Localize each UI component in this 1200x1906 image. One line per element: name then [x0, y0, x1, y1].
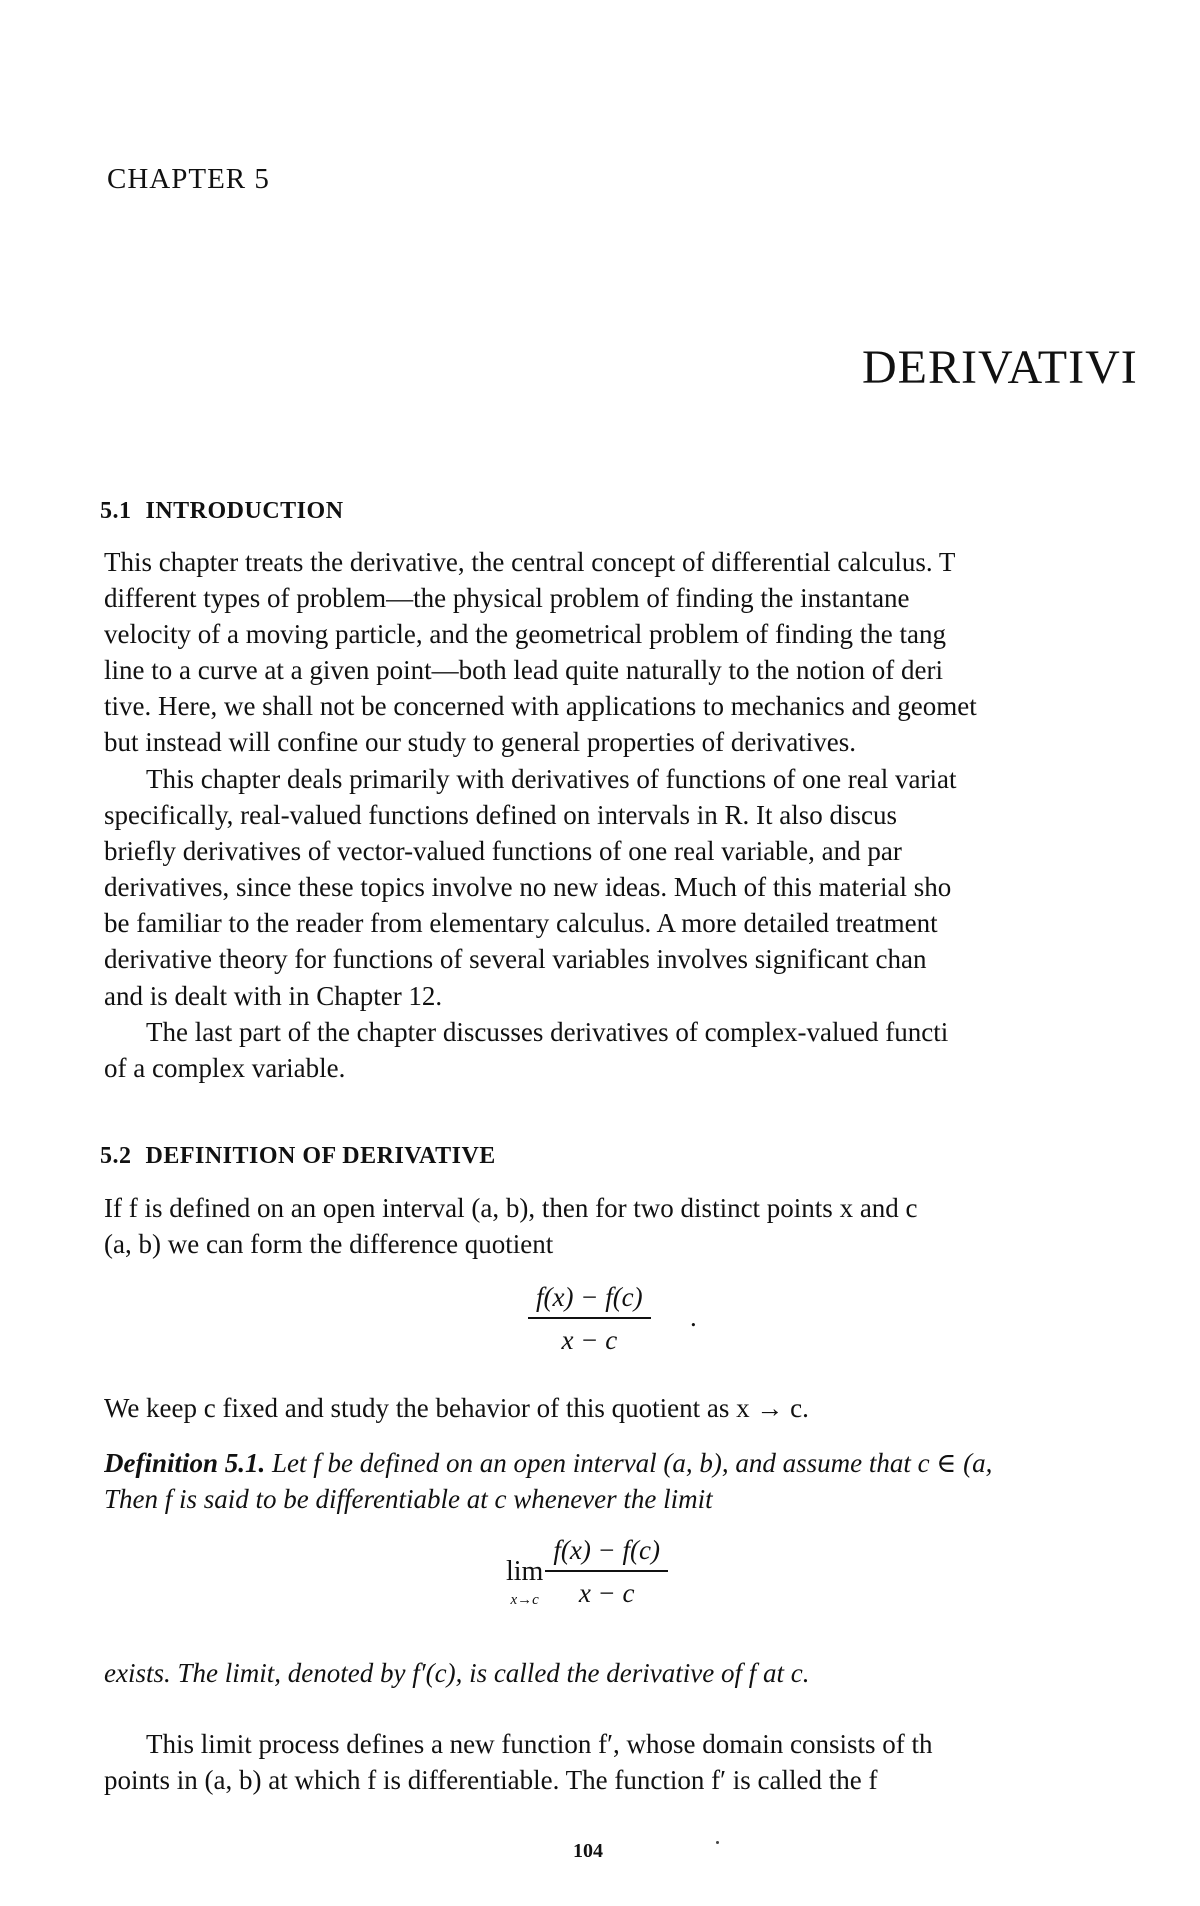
limit-word: lim — [506, 1555, 544, 1587]
scan-speck — [716, 1841, 719, 1844]
definition-5-1 — [104, 1445, 1104, 1517]
text-line: This chapter treats the derivative, the central concept of differential calculus. T — [104, 547, 956, 577]
text-line: be familiar to the reader from elementary calculus. A more detailed treatment — [104, 908, 938, 939]
derivative-limit-expression — [506, 1535, 668, 1609]
text-line: points in (a, b) at which f is differentiable. The function f′ is called the f — [104, 1765, 878, 1796]
text-line: different types of problem—the physical problem of finding the instantane — [104, 583, 910, 614]
definition-label: Definition 5.1. — [104, 1448, 266, 1478]
intro-paragraph-3 — [104, 1014, 1104, 1086]
limit-operator — [506, 1536, 543, 1609]
limit-subscript: x→c — [510, 1591, 539, 1608]
closing-paragraph — [104, 1726, 1104, 1798]
limit-denominator: x − c — [578, 1578, 635, 1608]
definition-line — [104, 1445, 1100, 1481]
definition-line: exists. The limit, denoted by f′(c), is called the derivative of f at c. — [104, 1658, 810, 1688]
section-number: 5.1 — [100, 498, 132, 524]
text-line: derivatives, since these topics involve no new ideas. Much of this material sho — [104, 872, 952, 903]
page-number: 104 — [573, 1840, 603, 1862]
text-line: If f is defined on an open interval (a, b), then for two distinct points x and c — [104, 1193, 918, 1223]
limit-statement — [104, 1390, 1104, 1426]
section-title: DEFINITION OF DERIVATIVE — [145, 1143, 496, 1169]
text-line: tive. Here, we shall not be concerned with applications to mechanics and geomet — [104, 691, 977, 722]
quotient-denominator: x − c — [561, 1325, 618, 1355]
section-title: INTRODUCTION — [145, 498, 344, 524]
text-line: derivative theory for functions of several variables involves significant chan — [104, 944, 927, 975]
text-line: but instead will confine our study to general properties of derivatives. — [104, 727, 857, 758]
intro-paragraph-1 — [104, 544, 1104, 761]
quotient-numerator: f(x) − f(c) — [528, 1282, 651, 1319]
text-line: of a complex variable. — [104, 1053, 346, 1084]
text-line: (a, b) we can form the difference quotient — [104, 1229, 554, 1260]
difference-quotient — [528, 1282, 651, 1356]
section-heading-5-1 — [100, 498, 344, 525]
text-line: The last part of the chapter discusses derivatives of complex-valued functi — [146, 1017, 949, 1047]
section-number: 5.2 — [100, 1143, 132, 1169]
text-line: line to a curve at a given point—both lead quite naturally to the notion of deri — [104, 655, 944, 686]
text-line: We keep c fixed and study the behavior of this quotient as x → c. — [104, 1393, 809, 1423]
definition-intro — [104, 1190, 1104, 1262]
limit-quotient — [545, 1535, 668, 1609]
text-line: This chapter deals primarily with derivatives of functions of one real variat — [146, 764, 957, 794]
chapter-label: CHAPTER 5 — [107, 163, 270, 195]
definition-text: Let f be defined on an open interval (a, b), and assume that c ∈ (a, — [265, 1448, 993, 1478]
definition-line: Then f is said to be differentiable at c whenever the limit — [104, 1484, 713, 1514]
text-line: briefly derivatives of vector-valued functions of one real variable, and par — [104, 836, 902, 867]
quotient-period: . — [690, 1302, 697, 1332]
text-line: This limit process defines a new function f′, whose domain consists of th — [146, 1729, 933, 1759]
limit-numerator: f(x) − f(c) — [545, 1535, 668, 1572]
chapter-title: DERIVATIVI — [862, 341, 1138, 394]
text-line: specifically, real-valued functions defined on intervals in R. It also discus — [104, 800, 898, 831]
text-line: velocity of a moving particle, and the geometrical problem of finding the tang — [104, 619, 946, 650]
definition-conclusion — [104, 1655, 1104, 1691]
text-line: and is dealt with in Chapter 12. — [104, 980, 443, 1011]
intro-paragraph-2 — [104, 761, 1104, 1014]
section-heading-5-2 — [100, 1143, 496, 1170]
